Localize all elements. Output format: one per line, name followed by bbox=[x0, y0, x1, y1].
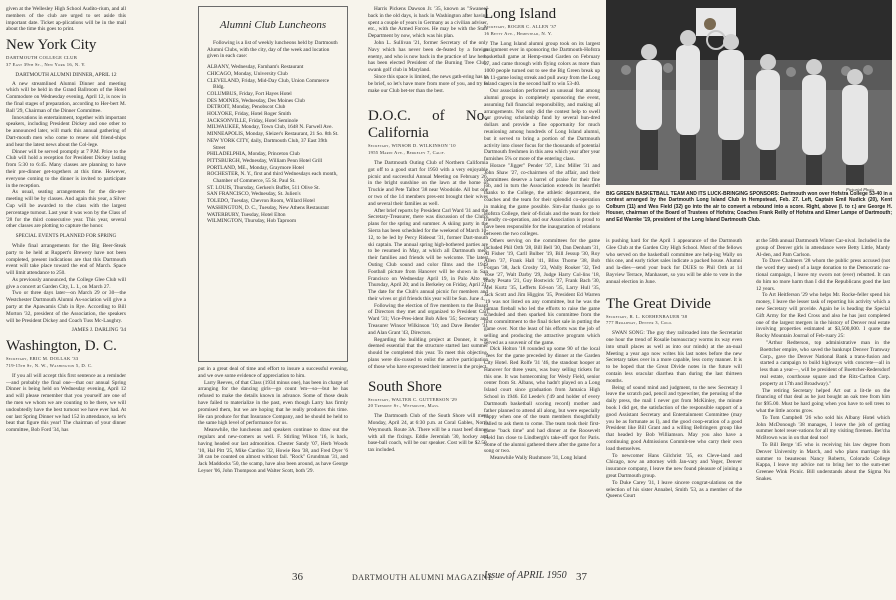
section-address: 20 Tremont St., Weymouth, Mass. bbox=[368, 403, 440, 409]
section-heading-new-york: New York City bbox=[6, 37, 97, 54]
column-california bbox=[368, 6, 488, 566]
list-item: HOLYOKE, Friday, Hotel Roger Smith bbox=[207, 111, 291, 118]
subheading: SPECIAL EVENTS PLANNED FOR SPRING bbox=[15, 233, 117, 240]
page-number-left: 36 bbox=[292, 571, 303, 583]
alumni-luncheons-box bbox=[198, 6, 348, 362]
list-item: PHILADELPHIA, Monday, Princeton Club bbox=[207, 151, 300, 158]
paragraph: Regarding the building project at Donner, it was deemed essential that the structure started last summer should be completed this year. To meet this objective, plans were dis-cussed to enlist the active participation of those who have expressed their interest in the project. bbox=[368, 336, 488, 370]
paragraph: SWAN SONG: The guy they railroaded into the Secretariat one hour the trend of Rosalie bureaucracy worms its way even into small places as well as into our minds) at the an-nual Meeting a year ago now writes his last notes before the new Secretary takes over in a more capable, less corny manner. It is to be hoped that the Great Divide notes in the future will contain less oracular diarrhea than during the last thirteen months. bbox=[606, 330, 742, 384]
section-address: 777 Broadway, Denver 3, Colo. bbox=[606, 320, 673, 326]
paragraph: To Art Heitferson '29 who helps Mr. Rocke-feller spend his money, I leave the lesser task of reporting his activity which a new Secretary will provide. Again he is heading the Special Gift Army for the Red Cross and also he has just completed one of the largest mergers in the history of Denver real estate involving properties estimated at $3,500,000. I quote the Rocky Mountain Journal of Feb-ruary 25: bbox=[756, 292, 890, 340]
paragraph: After brief reports by President Carl Ward '31 and the Secretary-Treasurer, there was discussion of the Club's plans for the spring and summer. A skiing party in the Sierra has been scheduled for the weekend of March 10-12, to be led by Percy Rideout '31, former Dart-mouth ski captain. The annual spring high-bothered parties are to be resumed in May, at which all Dartmouth men, their families and friends will be welcome. The latest Outing Club sound and color films and the 1949 Football picture from Hanover will be shown in San Francisco on Wednesday April 19, in Palo Alto on Thursday, April 20; and in Berkeley on Friday, April 21. The date for the Club's annual picnic for members and their wives or girl friends this year will be Sun. June 4. bbox=[368, 207, 488, 302]
list-item: WILMINGTON, Thursday, Hob Taproom bbox=[207, 218, 297, 225]
paragraph: Dick Holton '18 rounded up some 90 of the local "fees for the game preceded by dinner at the Garden City Hotel. Red Rolfe '31 '46, the standout hooper at Hanover for three years, was busy selling tickets for this one. It was homecoming for Wesly Field, senior center from St. Albans, who hadn't played on a Long Island court since graduation from Jamaica High School in 1946. Ed Leede's ('49 and holder of every Dartmouth basketball scoring record) mother and father planned to attend all along, but were especially happy when one of the team members thoughtfully called to ask them to come. The team took their first-game "back time" and had dinner at the Roosevelt Field Inn close to Lindbergh's take-off spot for Paris. Some of the alumni gathered there after the game for a song or two. bbox=[484, 346, 600, 455]
paragraph: Following the election of five members to the Board of Directors they met and organized to President Carl Ward '31; Vice-Pres-ident Bob Allen '35; Secretary and Treasurer Winsor Wilkinson '10; and Dave Bender '31 and Alan Grant '43, Directors. bbox=[368, 302, 488, 336]
paragraph: The Dartmouth Club of the South Shore will meet Monday, April 24, at 6:30 p.m. at Coral Gables, North Weymouth. Route 3A. There will be a roast beef dinner with all the fixings. Eddie Jeremiah '30, hockey and base-ball coach, will be our speaker. Cost will be $2.50, tax included. bbox=[368, 413, 488, 454]
paragraph: Meanwhile Wally Rushmore '31, Long Island bbox=[490, 455, 587, 462]
column-long-island bbox=[484, 6, 600, 566]
list-item: CHICAGO, Monday, University Club bbox=[207, 70, 288, 77]
list-item: COLUMBUS, Friday, Fort Hayes Hotel bbox=[207, 90, 292, 97]
box-title: Alumni Club Luncheons bbox=[219, 19, 327, 31]
paragraph: Being of sound mind and judgment, to the new Secretary I leave the scratch pad, pencil and typewriter, the perusing of the daily press, the mail I never got from McKinley, the minute book I did get, the satisfaction of the responsible support of a good Assistant Secretary and Entertainment Committee (may you be as fortunate as I), and the good coop-eration of a good President like Bill Grant and a willing Bellringers group like that headed by Bob Williamson. May you also have a continuing good Admissions Commit-tee who carry their own load themselves. bbox=[606, 384, 742, 452]
paragraph: To Duke Carey '31, I leave sincere congrat-ulations on the selection of his sister Annabel, Smith '53, as a member of the Queens Court bbox=[606, 479, 742, 500]
paragraph: John L. Sullivan '21, former Secretary of the only Navy which has never been de-feated by a foreign enemy, and who is now back in the practice of law here, has been elected President of the Burning Tree Club, swank golf club in Maryland. bbox=[368, 39, 488, 74]
list-item: PORTLAND, ME., Monday, Graymore Hotel bbox=[207, 164, 305, 171]
list-item: ST. LOUIS, Thursday, Gerken's Buffet, 511 Olive St. bbox=[207, 184, 320, 191]
paragraph: If you all will accept this first sentence as a reminder—and probably the final one—that our annual Spring Dinner is being held on Wednesday evening, April 12 and will please remember that you yourself are one of the men we whom we are counting to be there, we will undoubtedly have the best turnout we have ever had. At our last Spring Dinner we had 152 in attendance, so let's beat that figure this year! The chairman of your dinner committee, Bob Ford '34, has bbox=[6, 372, 126, 434]
list-item: WATERBURY, Tuesday, Hotel Elton bbox=[207, 211, 286, 218]
paragraph: Innovations in entertainment, together with important speakers, including President Dickey and one other to be announced later, will mark this annual gathering of Dart-mouth men who come to renew old friend-ships and hear the latest news about the Col-lege. bbox=[6, 114, 126, 148]
list-item: WASHINGTON, D. C., Tuesday, New Athens Restaurant bbox=[207, 204, 329, 211]
section-sub: DARTMOUTH COLLEGE CLUB bbox=[6, 55, 78, 61]
basketball-photo bbox=[606, 0, 892, 185]
paragraph: Our association performed an unusual feat among alumni groups in completely sponsoring the event, assuming full financial responsibility, and making all arrangements. Not only did the contest help to swell our growing scholarship fund by several hun-dred dollars and provide a fine opportunity for much reunioning among hundreds of Long Island alumni, but it served to bring a portion of the Dartmouth activity into closer focus for the thousands of potential Dartmouth freshmen in this area which year after year furnishes 5% or more of the entering class. bbox=[484, 88, 600, 163]
list-item: ROCHESTER, N. Y., first and third Wednesdays each month, Chamber of Commerce, 55 St. Paul St. bbox=[207, 171, 338, 185]
signature: JAMES J. DARLING '34 bbox=[71, 327, 126, 334]
paragraph: To Tom Campbell '26 who sold his Albany Hotel which John McDonough '38 manages, I leave the job of getting summer hotel reser-vations for all my visiting firemen. Bet'cha McBrown was in on that deal too! bbox=[756, 414, 890, 442]
paragraph: To newcomer Hans Gilchrist '35, ex Cleve-land and Chicago, now an attorney with Jan-vary and Yeger, Denver insurance company, I leave the new found pleasure of joining a great Dartmouth group. bbox=[606, 452, 742, 479]
section-heading-california: D.O.C. of No. California bbox=[368, 108, 488, 142]
photo-caption: BIG GREEN BASKETBALL TEAM AND ITS LUCK-BRINGING SPONSORS: Dartmouth won over Hofstra College 53-40 in a contest arranged by the Dartmouth Long Island Club in Hempstead, Feb. 27. Left, Captain Emil Nudick (20), Kent Colburn (11) and Wes Field (32) go into the air to convert a rebound into a score. Right, above (l. to r.) are George H. Houser, chairman of the Board of Trustees of Hofstra; Coaches Frank Reilly of Hofstra and Elmer Lampe of Dartmouth; and Ed Warnke '19, president of the Long Island Dartmouth Club. bbox=[606, 191, 892, 223]
event-title: DARTMOUTH ALUMNI DINNER, APRIL 12 bbox=[15, 71, 117, 78]
section-sub: Secretary, R. L. KOEHENBAUER '38 bbox=[606, 313, 688, 319]
paragraph: Larry Reeves, of that Class (1934 minus one), has been in charge of arranging for the dancing girls—go count 'em—so—but he has refused to make the details known in advance. Some of those deals have failed to materialize in the past, even though Larry has firmly promised them, but we are hoping that he really produces this time. He can produce for that Insurance Company, and he should be held to the same high level of performance for us. bbox=[198, 379, 348, 427]
column-washington-continued bbox=[198, 366, 348, 562]
section-heading-long-island: Long Island bbox=[484, 6, 557, 22]
section-heading-great-divide: The Great Divide bbox=[606, 295, 711, 312]
column-new-york bbox=[6, 6, 126, 566]
paragraph: Meanwhile, the luncheons and speakers continue to draw out the regulars and new-comers as well. F. Stirling Wilson '16, is back, having headed our last admonition. Chester Sandy '07, Herb Woods '10, Hal Pitt '25, Mike Cardiso '32, Howie Rea '38, and Fred Dyer '6 38 can be counted on almost without fail. "Rock" Grundman '31, and Jack Maddocks '50, the scamp, have also been around, as have George Leyser '06, John Thompson and Walter Scott, both '29. bbox=[198, 427, 348, 474]
list-item: SAN FRANCISCO, Wednesday, St. Julien's bbox=[207, 191, 301, 198]
paragraph: To Dave Chalmers '28 whom the public press accused (not the word they used) of a large donation to the Democratic na-tional campaign, I leave my sworn not (ever) rebutted. It can do him no more harm than I did the Republicans good the last 12 years. bbox=[756, 258, 890, 292]
paragraph: To Bill Berge '45 who is receiving his law degree from Denver University in March, and who plans marriage this summer to beauteous Nancy Roberts, Colorado College Kappa, I leave my advice not to bring her to the sum-mer Greenee Wink Picnic. Bill understands about the Sigma Nu Snakes. bbox=[756, 441, 890, 482]
list-item: DES MOINES, Wednesday, Des Moines Club bbox=[207, 97, 305, 104]
paragraph: As usual, seating arrangements for the din-ner-meeting will be by classes. And again this year, a Silver Cup will be awarded to the class with the largest percentage turnout. Last year it was won by the Class of '28 for the third consecutive year. This year, several other classes are plotting to capture the honor. bbox=[6, 189, 126, 230]
intro-text: given at the Wellesley High School Audito-rium, and all members of the club are urged to set aside this important date. Ticket ap-plications will be in the mail about the time this goes to print. bbox=[6, 6, 126, 33]
column-great-divide bbox=[606, 238, 742, 564]
list-item: ALBANY, Wednesday, Farnham's Restaurant bbox=[207, 64, 304, 71]
list-item: NEW YORK CITY, daily, Dartmouth Club, 37 East 39th Street bbox=[207, 137, 328, 151]
paragraph: A new streamlined Alumni Dinner and meeting which will be held in the Grand Ballroom of the Hotel Commodore on Wednesday evening, April 12, is now in the final stages of preparation, according to Her-bert M. Ball '29, Chairman of the Dinner Committee. bbox=[6, 80, 126, 114]
section-sub: Secretary, ROGER C. ALLEN '37 bbox=[484, 24, 557, 29]
list-item: CLEVELAND, Friday, Mid-Day Club, Union Commerce Bldg. bbox=[207, 77, 330, 91]
paragraph: While final arrangements for the Big Beer-Steak party to be held at Ruppert's Brewery have not been completed, present indications are that this Dartmouth event will take place toward the end of March. Space will limit attendance to 250. bbox=[6, 242, 126, 277]
paragraph: Two or three days later—on March 29 or 30—the Westchester Dartmouth Alumni As-sociation will give a party at the Apawamis Club in Rye. According to Bill Morton '32, president of the Association, the speakers will be President Dickey and Coach Tuss Mc-Laughry. bbox=[6, 290, 126, 324]
section-sub: Secretary, WALTER C. GUTTERSON '29 bbox=[368, 396, 457, 402]
magazine-name: DARTMOUTH ALUMNI MAGAZINE bbox=[352, 573, 494, 582]
paragraph: Horace "Jigger" Pender '37, Linc Miller '31 and John Shaw '27, co-chairmen of the affair, and their committees deserve a barrel of praise for their fine job, and in turn the Association extends its heartfelt thanks to the College, the athletic department, the coaches and the team for their splendid co-operation in making the game possible. Sim-ilar thanks go to Hofstra College, their of-ficials and the team for their friendly co-operation, and our Association is proud to have been responsible for the inauguration of relations between the two colleges. bbox=[484, 162, 600, 237]
paragraph: at the 50th annual Dartmouth Winter Car-nival. Included in the group of Denver girls in attendance were Betty Little, Mardy Al-den, and Pam Carlson. bbox=[756, 238, 890, 258]
list-item: PITTSBURGH, Wednesday, William Penn Hotel Grill bbox=[207, 157, 323, 164]
photo-credit: Pictorial Photo bbox=[846, 187, 874, 192]
list-item: MILWAUKEE, Monday, Town Club, 1648 N. Farwell Ave. bbox=[207, 124, 333, 131]
paragraph: The Long Island alumni group took on its largest assignment ever in sponsoring the Dartmouth-Hofstra basketball game at Hemp-stead Garden on February 27, and came through with flying colors as more than 1000 people turned out to see the Big Green break up an 11-game losing streak and pull away from the Long Island cagers in the second half to win 53-40. bbox=[484, 40, 600, 88]
paragraph: put in a great deal of time and effort to insure a successful evening, and we owe some evidence of appreciation to him. bbox=[198, 366, 348, 379]
section-address: 37 East 39th St., New York 16, N. Y. bbox=[6, 61, 86, 67]
paragraph: Since this space is limited, the news gath-ering has to be brief, so let's have more from more of you, and try to make our Club bet-ter than the best. bbox=[368, 73, 488, 94]
section-sub: Secretary, WINSOR D. WILKINSON '10 bbox=[368, 143, 456, 149]
paragraph: Dinner will be served promptly at 7 P.M. Price to the Club will hold a reception for President Dickey lasting from 5:30 to 6:45. Many classes are planning to have their pre-dinner get-togethers at this time. However, everyone coming to the dinner is invited to participate in the reception. bbox=[6, 148, 126, 189]
section-address: 719-15th St, N. W., Washington 5, D. C. bbox=[6, 363, 93, 369]
paragraph: Others serving on the committees for the game included Phil Orth '28, Bill Bell '30, Dan Denham '31, Al Fisher '19, Carll Bulber '19, Bill Jessup '30, Roy Allen '37, Frank Hall '41, Bliss Thorne '38, Bob Forgan '38, Jack Crosby '23, Wally Rooker '32, Ted Vose '27, Walt Darby '29, Judge Harry Col-lins '18, Rudy Pesato '21, Guy Bostwick '27, Frank Bach '30, Mel Kurtz '35, Lefferts Ed-son '35, Larry Hull '35, Jack Scott and Jim Higgins '35, President Ed Warren '19 was not listed on any committee, but he was the human fireball who led the efforts to raise the game scheduled and then sparked his committee from the first committment to the final ticket sale in putting the game over. Not the least of his efforts was the job of selling and producing the attractive program which served as a souvenir of the game. bbox=[484, 237, 600, 346]
section-heading-washington: Washington, D. C. bbox=[6, 338, 117, 355]
list-item: TOLEDO, Tuesday, Chevron Room, Willard Hotel bbox=[207, 198, 315, 205]
luncheon-list bbox=[207, 64, 339, 225]
list-item: JACKSONVILLE, Friday, Hotel Seminole bbox=[207, 117, 299, 124]
issue-label: Issue of APRIL 1950 bbox=[484, 570, 567, 581]
list-item: MINNEAPOLIS, Monday, Sleizer's Restaurant, 21 So. 8th St. bbox=[207, 131, 339, 138]
paragraph: As previously announced, the College Glee Club will give a concert at Garden City, L. I., on March 27. bbox=[6, 276, 126, 290]
paragraph: "Arthur Redterson, top administrative man in the Boettcher empire, who saved the bankrupt Denver Tramway Corp., gave the Denver National Bank a trans-fusion and started a campaign to build highways with concrete—all in less than a year—, will be president of Boettcher-Redersdorf real estate, courthouse square and the Ritz-Carlton Corp. property at 17th and Broadway)." bbox=[760, 339, 890, 387]
paragraph: is pushing hard for the April 1 appearance of the Dartmouth Glee Club at the Garden City High School. Most of the fellows who served on the basketball committee are help-ing Wally on this one, and early ticket sales indicate a packed house. Alumni and la-dies—send your buck for DUES to Phil Orth at 14 Bayview Terrace, Manhasset, so you will be able to vote in the annual election in June. bbox=[606, 238, 742, 285]
paragraph: The retiring Secretary helped Art out a lit-tle on the financing of that deal as he just bought an oak tree from him for $95.00. Must be hard going when you have to sell trees to what the little acorns grow. bbox=[756, 387, 890, 414]
section-heading-south-shore: South Shore bbox=[368, 378, 442, 395]
page-number-right: 37 bbox=[576, 571, 587, 583]
section-address: 1955 Marin Ave., Berkeley 7, Calif. bbox=[368, 150, 446, 156]
basketball-scene-image bbox=[606, 0, 892, 185]
paragraph: Harris Pickens Dawson Jr. '35, known as "Swanee" back in the old days, is back in Washington after having spent a couple of years in Germany as a civilian adviser, etc., with the Armed Forces. He may be with the State Department by now, which was his plan. bbox=[368, 6, 488, 40]
column-great-divide-continued bbox=[756, 238, 890, 564]
list-item: DETROIT, Monday, Penobscot Club bbox=[207, 104, 286, 111]
paragraph: The Dartmouth Outing Club of Northern California got off to a good start for 1950 with a very enjoyable picnic and successful Annual Meeting on February 26, in the bright sunshine on the lawn at the home of Truckie and Pete Talbot '38 near Woodside. All but one or two of the 14 members pres-ent brought their wives and several their families as well. bbox=[368, 159, 488, 207]
section-address: 16 Betty Ave., Hempstead, N. Y. bbox=[484, 30, 553, 36]
section-sub: Secretary, ERIC M. DOLLAK '33 bbox=[6, 356, 79, 362]
box-intro: Following is a list of weekly luncheons held by Dartmouth Alumni Clubs, with the city, day of the week and location given in each case: bbox=[207, 40, 338, 60]
